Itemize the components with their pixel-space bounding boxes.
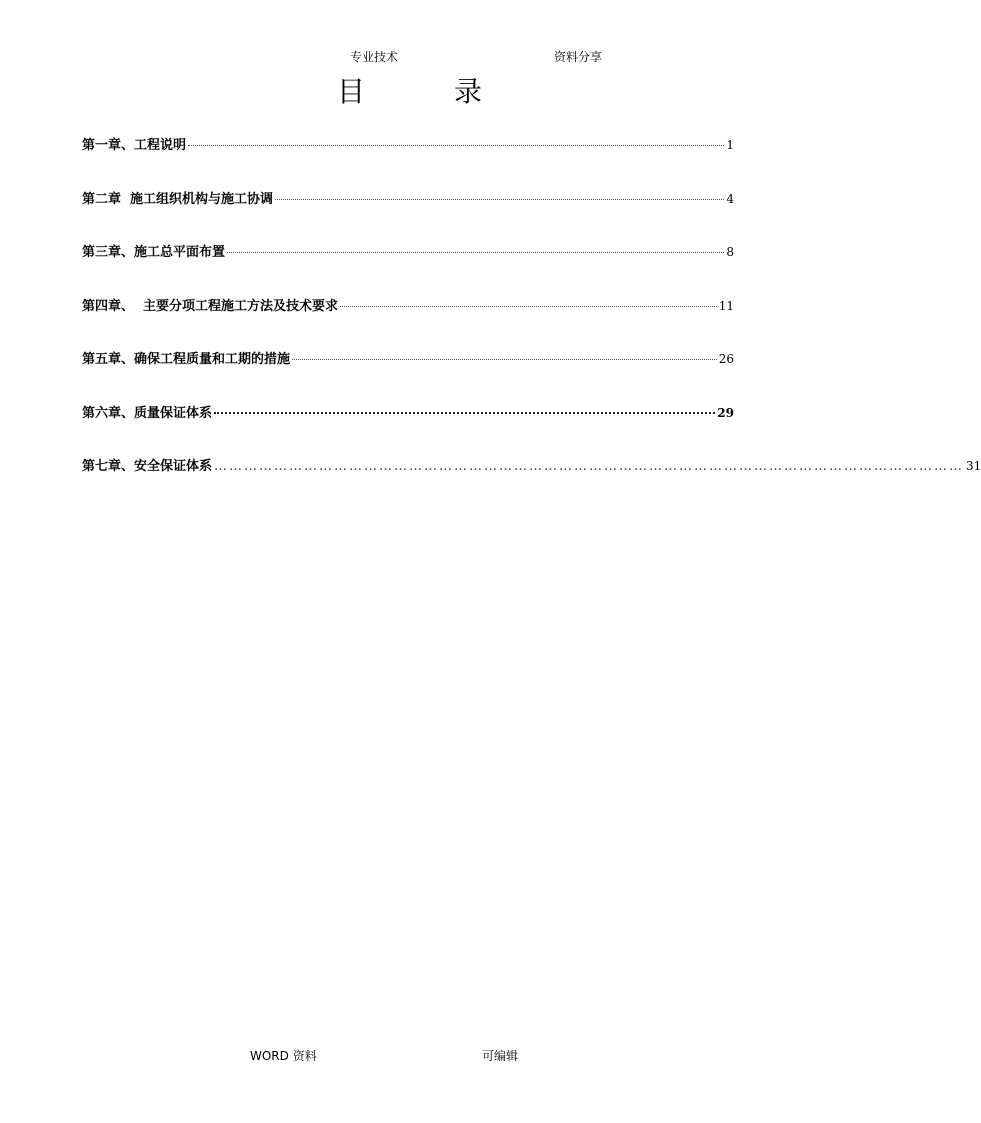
- toc-entry-1[interactable]: [82, 134, 734, 188]
- toc-entry-4[interactable]: [82, 295, 734, 349]
- toc-leader-dots: [340, 306, 717, 307]
- toc-entry-3[interactable]: [82, 241, 734, 295]
- footer-left-text: WORD 资料: [250, 1049, 317, 1063]
- toc-entry-label[interactable]: 第一章、工程说明: [82, 138, 187, 153]
- toc-entry-5[interactable]: [82, 348, 734, 402]
- footer-right-text: 可编辑: [482, 1049, 519, 1063]
- toc-entry-label[interactable]: 第二章 施工组织机构与施工协调: [82, 191, 274, 207]
- toc-entry-page[interactable]: 8: [726, 245, 734, 259]
- toc-entry-6[interactable]: [82, 402, 734, 456]
- toc-leader-dots: [214, 412, 715, 414]
- toc-leader-ellipsis: ……………………………………………………………………………………………………………………………………: [214, 459, 965, 474]
- toc-entry-label[interactable]: 第七章、安全保证体系: [82, 459, 213, 474]
- page-header: [0, 48, 794, 68]
- title-char-2: 录: [454, 75, 483, 108]
- header-left-text: 专业技术: [350, 50, 399, 64]
- page-footer: [0, 1047, 794, 1067]
- toc-entry-label[interactable]: 第五章、确保工程质量和工期的措施: [82, 352, 291, 367]
- toc-leader-dots: [292, 359, 717, 360]
- table-of-contents: [82, 134, 981, 509]
- toc-entry-page[interactable]: 1: [726, 138, 734, 152]
- toc-entry-label[interactable]: 第三章、施工总平面布置: [82, 245, 226, 260]
- title-char-1: 目: [337, 75, 366, 108]
- header-right-text: 资料分享: [554, 50, 603, 64]
- toc-entry-page[interactable]: 11: [718, 298, 734, 313]
- toc-entry-page[interactable]: 26: [718, 352, 734, 366]
- toc-entry-2[interactable]: [82, 188, 734, 242]
- toc-entry-label[interactable]: 第四章、 主要分项工程施工方法及技术要求: [82, 298, 339, 314]
- page-title: [0, 70, 794, 106]
- toc-entry-7[interactable]: [82, 455, 981, 509]
- toc-entry-label[interactable]: 第六章、质量保证体系: [82, 405, 213, 421]
- toc-leader-dots: [227, 252, 724, 253]
- toc-entry-page[interactable]: 4: [726, 191, 734, 206]
- toc-entry-page[interactable]: 29: [717, 405, 734, 420]
- toc-leader-dots: [188, 145, 724, 146]
- toc-entry-page[interactable]: 31: [966, 459, 981, 473]
- toc-leader-dots: [275, 199, 724, 200]
